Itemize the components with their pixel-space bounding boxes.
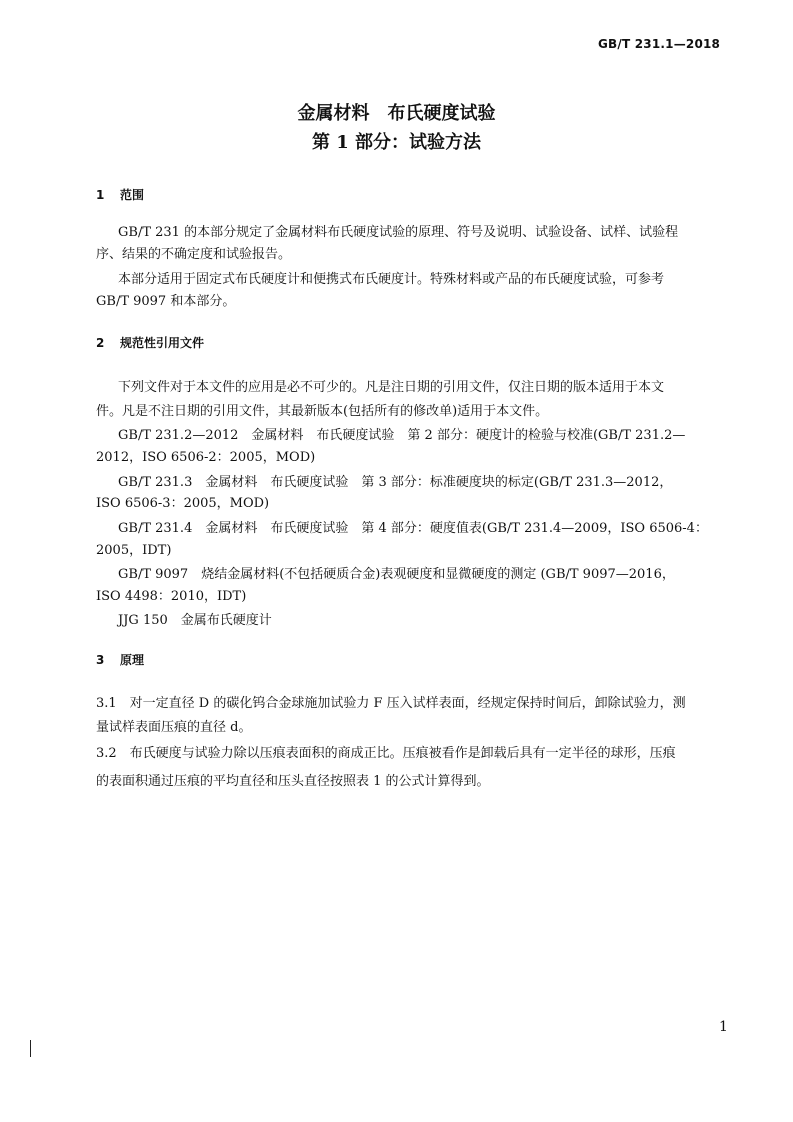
- margin-mark: [30, 1040, 31, 1057]
- standard-number: GB/T 231.1—2018: [598, 37, 721, 51]
- section-title: 规范性引用文件: [120, 336, 205, 350]
- paragraph-line: GB/T 9097 和本部分。: [96, 294, 236, 309]
- section-title: 范围: [120, 188, 145, 202]
- reference-entry: ISO 6506-3：2005，MOD): [96, 496, 270, 511]
- reference-entry: GB/T 231.3 金属材料 布氏硬度试验 第 3 部分：标准硬度块的标定(GB/T 231.3—2012，: [118, 475, 673, 490]
- document-title-line-1: 金属材料 布氏硬度试验: [297, 103, 496, 124]
- reference-entry: 2005，IDT): [96, 543, 172, 558]
- paragraph-line: 件。凡是不注日期的引用文件，其最新版本(包括所有的修改单)适用于本文件。: [96, 404, 549, 419]
- reference-entry: GB/T 9097 烧结金属材料(不包括硬质合金)表观硬度和显微硬度的测定 (GB/T 9097—2016，: [118, 567, 675, 582]
- reference-entry: 2012，ISO 6506-2：2005，MOD): [96, 450, 316, 465]
- section-2-heading: [96, 334, 204, 351]
- reference-entry: JJG 150 金属布氏硬度计: [118, 613, 272, 628]
- page-number: 1: [719, 1019, 728, 1035]
- paragraph-line: 序、结果的不确定度和试验报告。: [96, 247, 292, 262]
- section-number: 1: [96, 188, 105, 202]
- section-number: 2: [96, 336, 105, 350]
- clause-3-1-line: 3.1 对一定直径 D 的碳化钨合金球施加试验力 F 压入试样表面，经规定保持时间后，卸除试验力，测: [96, 696, 686, 711]
- section-1-heading: [96, 186, 144, 203]
- reference-entry: ISO 4498：2010，IDT): [96, 589, 247, 604]
- document-title-line-2: 第 1 部分：试验方法: [311, 132, 482, 153]
- clause-3-2-line: 3.2 布氏硬度与试验力除以压痕表面积的商成正比。压痕被看作是卸载后具有一定半径的球形，压痕: [96, 746, 676, 761]
- section-title: 原理: [120, 653, 145, 667]
- section-number: 3: [96, 653, 105, 667]
- paragraph-line: 下列文件对于本文件的应用是必不可少的。凡是注日期的引用文件，仅注日期的版本适用于本文: [118, 380, 665, 395]
- clause-3-1-line: 量试样表面压痕的直径 d。: [96, 720, 252, 735]
- paragraph-line: 本部分适用于固定式布氏硬度计和便携式布氏硬度计。特殊材料或产品的布氏硬度试验，可参考: [118, 272, 665, 287]
- reference-entry: GB/T 231.2—2012 金属材料 布氏硬度试验 第 2 部分：硬度计的检验与校准(GB/T 231.2—: [118, 428, 686, 443]
- reference-entry: GB/T 231.4 金属材料 布氏硬度试验 第 4 部分：硬度值表(GB/T 231.4—2009，ISO 6506-4：: [118, 521, 708, 536]
- paragraph-line: GB/T 231 的本部分规定了金属材料布氏硬度试验的原理、符号及说明、试验设备、试样、试验程: [118, 225, 679, 240]
- section-3-heading: [96, 651, 144, 668]
- clause-3-2-line: 的表面积通过压痕的平均直径和压头直径按照表 1 的公式计算得到。: [96, 774, 490, 789]
